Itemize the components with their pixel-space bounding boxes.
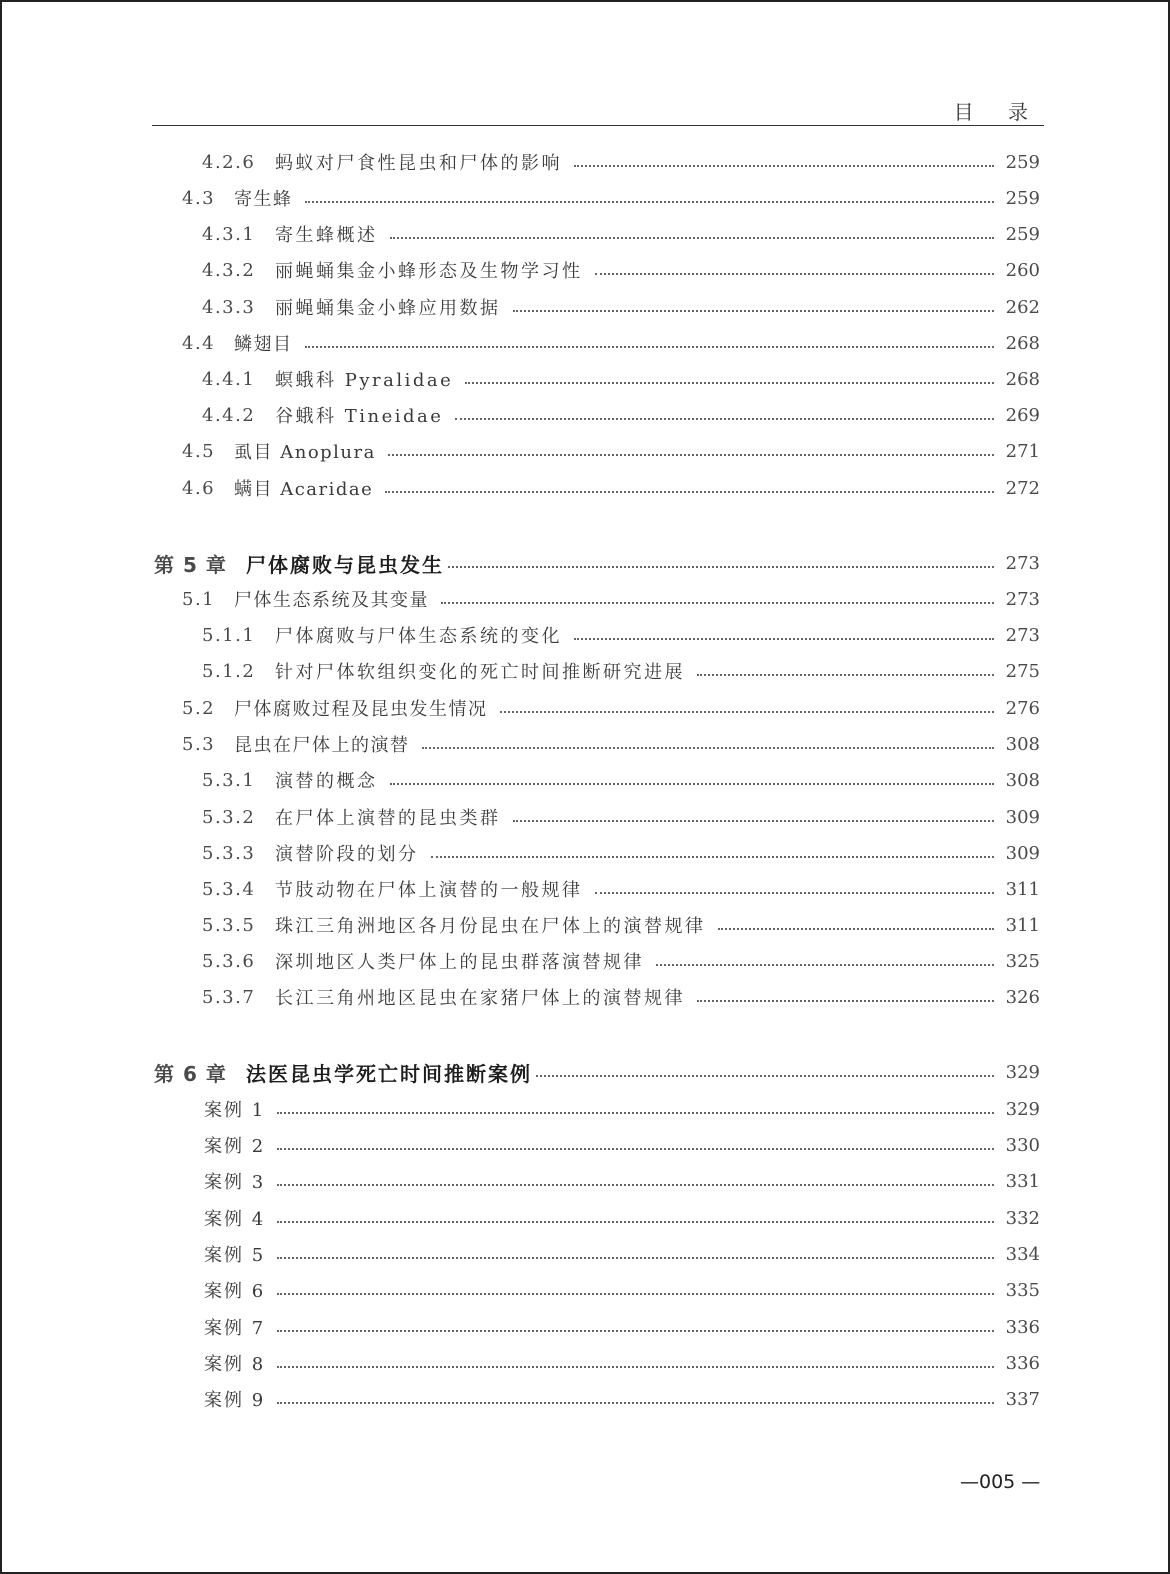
- section-number: 5.3.1: [202, 769, 256, 791]
- page-number: 332: [1005, 1207, 1040, 1229]
- section-number: 5.1.1: [202, 624, 256, 646]
- dot-leader: [595, 273, 994, 275]
- dot-leader: [574, 638, 994, 640]
- dot-leader: [422, 747, 994, 749]
- dot-leader: [305, 201, 994, 203]
- dot-leader: [277, 1330, 993, 1332]
- page-number: 259: [1005, 223, 1040, 245]
- page-number: 269: [1005, 404, 1040, 426]
- case-entry: [2, 1238, 1040, 1270]
- toc-entry: [2, 655, 1040, 687]
- toc-entry: [2, 583, 1040, 615]
- dot-leader: [718, 928, 994, 930]
- page-number: 311: [1005, 914, 1040, 936]
- dot-leader: [277, 1148, 993, 1150]
- section-title: 丽蝇蛹集金小蜂形态及生物学习性: [275, 261, 583, 282]
- dot-leader: [305, 346, 994, 348]
- page-number: 325: [1005, 950, 1040, 972]
- case-title: 案例 9: [204, 1390, 266, 1411]
- section-title: 演替阶段的划分: [275, 844, 419, 865]
- case-entry: [2, 1202, 1040, 1234]
- section-number: 4.3.2: [202, 259, 256, 281]
- toc-entry: [2, 291, 1040, 323]
- section-title: 寄生蜂: [234, 189, 293, 210]
- dot-leader: [390, 783, 994, 785]
- dot-leader: [277, 1257, 993, 1259]
- toc-entry: [2, 801, 1040, 833]
- case-entry: [2, 1347, 1040, 1379]
- page-number: 259: [1005, 187, 1040, 209]
- case-title: 案例 1: [204, 1100, 266, 1121]
- section-number: 5.3.6: [202, 950, 256, 972]
- page-number: 272: [1005, 477, 1040, 499]
- dot-leader: [277, 1221, 993, 1223]
- dot-leader: [448, 566, 994, 568]
- section-number: 5.3.3: [202, 842, 256, 864]
- section-number: 5.2: [182, 697, 216, 719]
- page-number: 260: [1005, 259, 1040, 281]
- page-number: 337: [1005, 1388, 1040, 1410]
- page-number: 335: [1005, 1279, 1040, 1301]
- toc-entry: [2, 692, 1040, 724]
- section-title: 鳞翅目: [234, 334, 293, 355]
- section-title: 珠江三角洲地区各月份昆虫在尸体上的演替规律: [275, 916, 706, 937]
- section-number: 4.5: [182, 440, 216, 462]
- header-title: 目 录: [953, 100, 1042, 124]
- dot-leader: [513, 310, 994, 312]
- page-number: 268: [1005, 368, 1040, 390]
- page-number: 259: [1005, 151, 1040, 173]
- dot-leader: [697, 674, 994, 676]
- toc-entry: [2, 764, 1040, 796]
- case-entry: [2, 1165, 1040, 1197]
- section-number: 5.3.5: [202, 914, 256, 936]
- page-number: 273: [1005, 588, 1040, 610]
- page-number: 329: [1005, 1061, 1040, 1083]
- dot-leader: [388, 454, 994, 456]
- section-title: 在尸体上演替的昆虫类群: [275, 808, 501, 829]
- dot-leader: [390, 237, 994, 239]
- section-number: 4.6: [182, 477, 216, 499]
- case-title: 案例 2: [204, 1136, 266, 1157]
- toc-entry: [2, 363, 1040, 395]
- case-title: 案例 3: [204, 1172, 266, 1193]
- section-number: 4.4.1: [202, 368, 256, 390]
- page-number: 311: [1005, 878, 1040, 900]
- dot-leader: [277, 1293, 993, 1295]
- page-number: 275: [1005, 660, 1040, 682]
- page-number: 336: [1005, 1352, 1040, 1374]
- dot-leader: [441, 602, 994, 604]
- page-number: 329: [1005, 1098, 1040, 1120]
- case-title: 案例 7: [204, 1318, 266, 1339]
- page-number: 273: [1005, 552, 1040, 574]
- toc-entry: [2, 327, 1040, 359]
- chapter-entry: [2, 1056, 1040, 1088]
- section-number: 5.1: [182, 588, 216, 610]
- chapter-entry: [2, 547, 1040, 579]
- section-title: 节肢动物在尸体上演替的一般规律: [275, 880, 583, 901]
- page-folio: —005 —: [960, 1471, 1041, 1493]
- dot-leader: [277, 1402, 993, 1404]
- toc-entry: [2, 182, 1040, 214]
- dot-leader: [656, 964, 994, 966]
- chapter-title: 尸体腐败与昆虫发生: [246, 552, 444, 577]
- section-title: 昆虫在尸体上的演替: [234, 735, 410, 756]
- toc-entry: [2, 945, 1040, 977]
- page-number: 334: [1005, 1243, 1040, 1265]
- dot-leader: [277, 1112, 993, 1114]
- chapter-title: 法医昆虫学死亡时间推断案例: [246, 1061, 532, 1086]
- section-number: 4.4.2: [202, 404, 256, 426]
- dot-leader: [431, 856, 994, 858]
- toc-entry: [2, 873, 1040, 905]
- dot-leader: [455, 418, 993, 420]
- dot-leader: [536, 1075, 994, 1077]
- section-number: 5.3: [182, 733, 216, 755]
- dot-leader: [697, 1000, 994, 1002]
- case-entry: [2, 1311, 1040, 1343]
- section-title: 长江三角州地区昆虫在家猪尸体上的演替规律: [275, 988, 685, 1009]
- page-number: 330: [1005, 1134, 1040, 1156]
- page-number: 308: [1005, 769, 1040, 791]
- dot-leader: [277, 1184, 993, 1186]
- chapter-number: 第 6 章: [154, 1061, 227, 1086]
- section-number: 5.1.2: [202, 660, 256, 682]
- section-number: 4.4: [182, 332, 216, 354]
- dot-leader: [465, 382, 993, 384]
- chapter-number: 第 5 章: [154, 552, 227, 577]
- page-number: 308: [1005, 733, 1040, 755]
- case-title: 案例 6: [204, 1281, 266, 1302]
- section-title: 针对尸体软组织变化的死亡时间推断研究进展: [275, 662, 685, 683]
- section-title: 寄生蜂概述: [275, 225, 378, 246]
- section-title: 深圳地区人类尸体上的昆虫群落演替规律: [275, 952, 644, 973]
- dot-leader: [385, 491, 993, 493]
- case-entry: [2, 1274, 1040, 1306]
- section-number: 5.3.4: [202, 878, 256, 900]
- toc-entry: [2, 399, 1040, 431]
- toc-entry: [2, 728, 1040, 760]
- dot-leader: [513, 820, 994, 822]
- section-number: 4.2.6: [202, 151, 256, 173]
- toc-entry: [2, 218, 1040, 250]
- section-title: 谷蛾科 Tineidae: [275, 406, 444, 427]
- dot-leader: [277, 1366, 993, 1368]
- toc-entry: [2, 435, 1040, 467]
- dot-leader: [574, 165, 994, 167]
- case-entry: [2, 1093, 1040, 1125]
- section-number: 5.3.2: [202, 806, 256, 828]
- section-title: 演替的概念: [275, 771, 378, 792]
- section-title: 螟蛾科 Pyralidae: [275, 370, 454, 391]
- case-entry: [2, 1129, 1040, 1161]
- toc-entry: [2, 146, 1040, 178]
- page-number: 336: [1005, 1316, 1040, 1338]
- case-title: 案例 8: [204, 1354, 266, 1375]
- section-number: 4.3.1: [202, 223, 256, 245]
- case-entry: [2, 1383, 1040, 1415]
- section-title: 螨目 Acaridae: [234, 479, 374, 500]
- section-title: 丽蝇蛹集金小蜂应用数据: [275, 298, 501, 319]
- page-number: 268: [1005, 332, 1040, 354]
- section-title: 尸体生态系统及其变量: [234, 590, 429, 611]
- page-number: 326: [1005, 986, 1040, 1008]
- toc-entry: [2, 254, 1040, 286]
- section-number: 4.3.3: [202, 296, 256, 318]
- toc-entry: [2, 981, 1040, 1013]
- header-rule: [152, 125, 1044, 126]
- case-title: 案例 5: [204, 1245, 266, 1266]
- page-number: 262: [1005, 296, 1040, 318]
- section-number: 5.3.7: [202, 986, 256, 1008]
- page-number: 309: [1005, 806, 1040, 828]
- toc-entry: [2, 909, 1040, 941]
- section-title: 尸体腐败过程及昆虫发生情况: [234, 699, 488, 720]
- section-number: 4.3: [182, 187, 216, 209]
- toc-entry: [2, 472, 1040, 504]
- page-number: 276: [1005, 697, 1040, 719]
- dot-leader: [595, 892, 994, 894]
- section-title: 虱目 Anoplura: [234, 442, 376, 463]
- dot-leader: [500, 711, 994, 713]
- toc-entry: [2, 837, 1040, 869]
- toc-entry: [2, 619, 1040, 651]
- page-number: 271: [1005, 440, 1040, 462]
- section-title: 尸体腐败与尸体生态系统的变化: [275, 626, 562, 647]
- case-title: 案例 4: [204, 1209, 266, 1230]
- page-number: 273: [1005, 624, 1040, 646]
- page-number: 331: [1005, 1170, 1040, 1192]
- page-number: 309: [1005, 842, 1040, 864]
- section-title: 蚂蚁对尸食性昆虫和尸体的影响: [275, 153, 562, 174]
